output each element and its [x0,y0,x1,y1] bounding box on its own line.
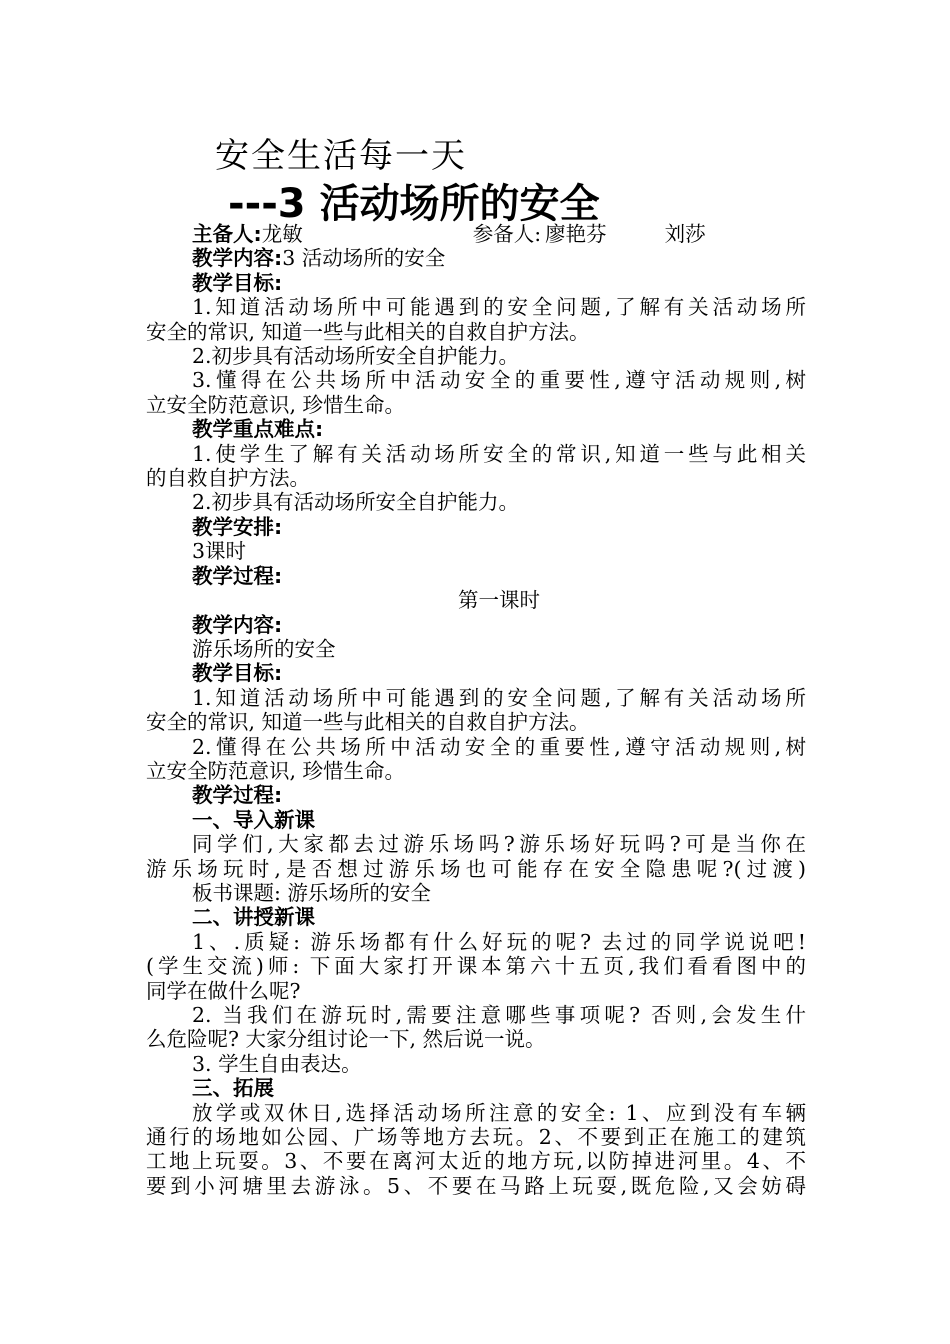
part-2-item-1-line-1: 1、.质疑: 游乐场都有什么好玩的呢? 去过的同学说说吧! [192,929,806,954]
key-point-1-line-2: 的自救自护方法。 [146,466,310,491]
assist-preparer-name-2: 刘莎 [664,222,706,246]
part-2-heading: 二、讲授新课 [192,905,315,930]
part-3-text-line-1: 放学或双休日,选择活动场所注意的安全: 1、应到没有车辆 [192,1100,806,1125]
document-subtitle: ---3 活动场所的安全 [228,181,600,227]
lesson-process-label: 教学过程: [192,783,283,808]
lesson-goal-1-line-2: 安全的常识, 知道一些与此相关的自救自护方法。 [146,710,590,735]
part-1-text-line-1: 同学们,大家都去过游乐场吗?游乐场好玩吗?可是当你在 [192,832,806,857]
lesson-goals-label: 教学目标: [192,661,283,686]
part-2-item-3: 3. 学生自由表达。 [192,1051,362,1076]
part-2-item-2-line-1: 2. 当我们在游玩时,需要注意哪些事项呢? 否则,会发生什 [192,1003,806,1027]
lesson-goal-2-line-1: 2.懂得在公共场所中活动安全的重要性,遵守活动规则,树 [192,734,806,759]
goal-2: 2.初步具有活动场所安全自护能力。 [192,344,520,369]
arrangement-value: 3课时 [192,539,247,564]
part-3-text-line-3: 工地上玩耍。3、不要在离河太近的地方玩,以防掉进河里。4、不 [146,1149,806,1174]
goal-1-line-1: 1.知道活动场所中可能遇到的安全问题,了解有关活动场所 [192,295,806,320]
content-value: 3 活动场所的安全 [282,246,446,271]
lesson-content-label: 教学内容: [192,612,283,637]
goal-3-line-2: 立安全防范意识, 珍惜生命。 [146,392,406,417]
part-1-heading: 一、导入新课 [192,807,315,832]
lesson-goal-1-line-1: 1.知道活动场所中可能遇到的安全问题,了解有关活动场所 [192,685,806,710]
main-preparer-label: 主备人: [192,222,262,246]
main-preparer-name: 龙敏 [261,222,303,246]
part-2-item-1-line-2: (学生交流)师: 下面大家打开课本第六十五页,我们看看图中的 [146,954,806,979]
process-label: 教学过程: [192,563,283,588]
part-3-heading: 三、拓展 [192,1076,274,1101]
preparer-line [146,222,806,246]
part-1-text-line-2: 游乐场玩时,是否想过游乐场也可能存在安全隐患呢?(过渡) [146,856,806,881]
arrangement-label: 教学安排: [192,514,283,539]
lesson-goal-2-line-2: 立安全防范意识, 珍惜生命。 [146,758,406,783]
part-2-item-2-line-2: 么危险呢? 大家分组讨论一下, 然后说一说。 [146,1027,546,1052]
part-1-board-title: 板书课题: 游乐场所的安全 [192,880,431,905]
goal-3-line-1: 3.懂得在公共场所中活动安全的重要性,遵守活动规则,树 [192,368,806,393]
part-2-item-1-line-3: 同学在做什么呢? [146,978,301,1003]
content-line [146,246,806,270]
assist-preparer-label: 参备人: [472,222,542,246]
part-3-text-line-4: 要到小河塘里去游泳。5、不要在马路上玩耍,既危险,又会妨碍 [146,1173,806,1198]
content-label: 教学内容: [192,246,283,271]
key-points-label: 教学重点难点: [192,417,324,442]
key-point-2: 2.初步具有活动场所安全自护能力。 [192,490,520,515]
part-3-text-line-2: 通行的场地如公园、广场等地方去玩。2、不要到正在施工的建筑 [146,1125,806,1150]
assist-preparer-name-1: 廖艳芬 [545,222,607,246]
goals-label: 教学目标: [192,270,283,295]
lesson-content-value: 游乐场所的安全 [192,636,336,661]
goal-1-line-2: 安全的常识, 知道一些与此相关的自救自护方法。 [146,319,590,344]
document-body [146,222,806,1198]
key-point-1-line-1: 1.使学生了解有关活动场所安全的常识,知道一些与此相关 [192,441,806,466]
lesson-title: 第一课时 [458,588,540,613]
document-title: 安全生活每一天 [215,136,467,176]
